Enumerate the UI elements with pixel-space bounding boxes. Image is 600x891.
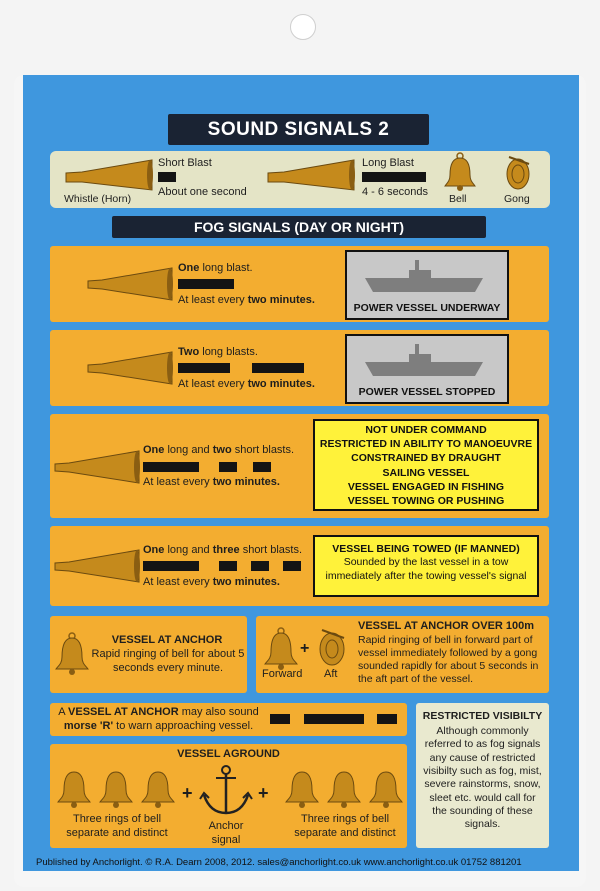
long-blast-dash [143,462,199,472]
long-blast-label: Long Blast [362,157,414,169]
gong-icon [318,627,346,667]
whistle-icon [66,160,152,190]
row1-count-text: One long blast. [178,262,253,274]
publisher-footer: Published by Anchorlight. © R.A. Dearn 2008, 2012. sales@anchorlight.co.uk www.anchorlight.co.uk 01752 881201 [36,857,522,868]
vessel-type: RESTRICTED IN ABILITY TO MANOEUVRE [319,438,533,451]
bell-icon [265,628,297,670]
short-blast-dash [219,561,237,571]
aground-left-caption: Three rings of bell separate and distinct [66,813,168,839]
row3-count-text: One long and two short blasts. [143,444,295,456]
short-blast-desc: About one second [158,186,247,198]
long-blast-desc: 4 - 6 seconds [362,186,429,198]
hanging-hole [290,14,316,40]
bell-icon [56,633,88,675]
aft-label: Aft [324,668,338,680]
vessel-type: CONSTRAINED BY DRAUGHT [351,452,501,465]
row4-count-text: One long and three short blasts. [143,544,302,556]
anchor-title: VESSEL AT ANCHOR [111,634,223,646]
short-blast-dash [251,561,269,571]
horn-icon [88,352,172,384]
plus-sign: + [258,783,269,803]
vessel-box-underway [345,250,509,320]
bell-group-right [286,770,406,812]
horn-icon [88,268,172,300]
vessel-type: NOT UNDER COMMAND [365,424,487,436]
bell-icon [286,772,318,808]
plus-sign: + [182,783,193,803]
anchor-icon [200,765,252,817]
vessel-type: SAILING VESSEL [382,466,470,479]
long-blast-dash [304,714,364,724]
plus-sign: + [300,640,310,657]
long-blast-dash [178,363,230,373]
fog-signals-title: FOG SIGNALS (DAY OR NIGHT) [112,216,486,238]
short-blast-dash [158,172,176,182]
bell-icon [58,772,90,808]
restricted-visibility-desc: Although commonly referred to as fog signals any cause of restricted visibilty such as fog, mist, severe rainstorms, snow, sleet etc. would call for the sounding of these signals. [423,725,542,831]
long-blast-dash [178,279,234,289]
anchor-signal-caption: Anchor signal [208,820,244,846]
forward-label: Forward [262,668,303,680]
row4-frequency: At least every two minutes. [143,576,280,588]
row3-frequency: At least every two minutes. [143,476,280,488]
anchor-desc: Rapid ringing of bell for about 5 seconds every minute. [91,648,245,674]
aground-right-caption: Three rings of bell separate and distinct [294,813,396,839]
row2-frequency: At least every two minutes. [178,378,315,390]
whistle-label: Whistle (Horn) [64,193,132,205]
horn-icon [55,550,139,582]
gong-icon [505,154,531,190]
gong-label: Gong [504,193,530,205]
vessel-towed-title: VESSEL BEING TOWED (IF MANNED) [332,543,520,555]
anchor-100m-desc: Rapid ringing of bell in forward part of vessel immediately followed by a gong sounded rapidly for about 5 seconds in the aft part of the vessel. [358,634,539,686]
bell-label: Bell [449,193,467,205]
aground-title: VESSEL AGROUND [177,748,280,760]
vessel-box-stopped [345,334,509,404]
vessel-label-stopped: POWER VESSEL STOPPED [358,386,496,398]
short-blast-label: Short Blast [158,157,212,169]
morse-r-text: A VESSEL AT ANCHOR may also sound morse 'R' to warn approaching vessel. [58,706,259,732]
long-blast-dash [252,363,304,373]
bell-icon [370,772,402,808]
vessel-towed-desc: Sounded by the last vessel in a tow immediately after the towing vessel's signal [325,556,527,582]
bell-icon [445,153,475,191]
ship-silhouette-icon [365,344,485,378]
restricted-visibility-title: RESTRICTED VISIBILTY [422,710,543,722]
long-blast-dash [143,561,199,571]
short-blast-dash [270,714,290,724]
vessel-label-underway: POWER VESSEL UNDERWAY [353,302,501,314]
long-blast-dash [362,172,426,182]
vessel-list-nuc [313,419,539,511]
ship-silhouette-icon [365,260,485,294]
vessel-type: VESSEL ENGAGED IN FISHING [347,480,505,493]
page-title: SOUND SIGNALS 2 [168,114,429,145]
long-whistle-icon [268,160,354,190]
row1-frequency: At least every two minutes. [178,294,315,306]
bell-icon [142,772,174,808]
row2-count-text: Two long blasts. [178,346,258,358]
anchor-100m-title: VESSEL AT ANCHOR OVER 100m [358,620,535,632]
horn-icon [55,451,139,483]
vessel-box-towed [313,535,539,597]
vessel-type: VESSEL TOWING OR PUSHING [347,494,505,507]
bell-group-left [58,770,178,812]
short-blast-dash [283,561,301,571]
short-blast-dash [219,462,237,472]
short-blast-dash [253,462,271,472]
short-blast-dash [377,714,397,724]
bell-icon [328,772,360,808]
bell-icon [100,772,132,808]
